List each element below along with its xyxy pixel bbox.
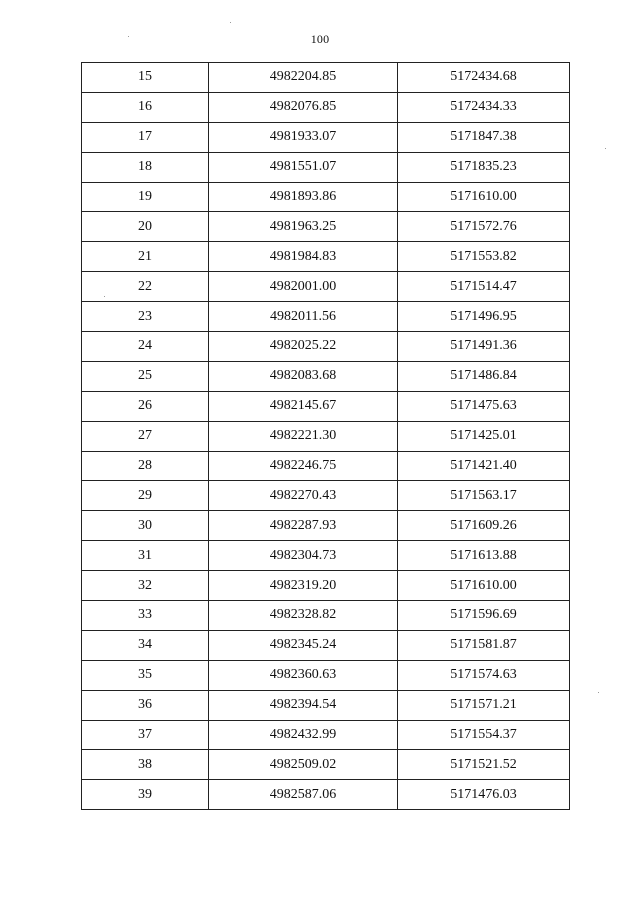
table-row: [82, 481, 570, 511]
table-row: [82, 391, 570, 421]
y-coordinate-cell: 5171514.47: [398, 272, 570, 302]
point-number-cell: 22: [82, 272, 209, 302]
point-number-cell: 32: [82, 571, 209, 601]
x-coordinate-cell: 4981933.07: [209, 122, 398, 152]
x-coordinate-cell: 4981893.86: [209, 182, 398, 212]
x-coordinate-cell: 4982345.24: [209, 630, 398, 660]
point-number-cell: 18: [82, 152, 209, 182]
table-row: [82, 660, 570, 690]
scan-speck: [598, 692, 599, 693]
y-coordinate-cell: 5171476.03: [398, 780, 570, 810]
x-coordinate-cell: 4982394.54: [209, 690, 398, 720]
x-coordinate-cell: 4982270.43: [209, 481, 398, 511]
table-row: [82, 571, 570, 601]
table-row: [82, 92, 570, 122]
point-number-cell: 39: [82, 780, 209, 810]
table-row: [82, 750, 570, 780]
x-coordinate-cell: 4982011.56: [209, 302, 398, 332]
point-number-cell: 17: [82, 122, 209, 152]
y-coordinate-cell: 5171610.00: [398, 571, 570, 601]
y-coordinate-cell: 5171596.69: [398, 601, 570, 631]
scan-speck: [128, 36, 129, 37]
y-coordinate-cell: 5171425.01: [398, 421, 570, 451]
point-number-cell: 27: [82, 421, 209, 451]
x-coordinate-cell: 4982246.75: [209, 451, 398, 481]
y-coordinate-cell: 5171486.84: [398, 361, 570, 391]
x-coordinate-cell: 4982025.22: [209, 332, 398, 362]
y-coordinate-cell: 5171554.37: [398, 720, 570, 750]
table-row: [82, 272, 570, 302]
table-row: [82, 242, 570, 272]
table-row: [82, 601, 570, 631]
table-row: [82, 451, 570, 481]
y-coordinate-cell: 5171563.17: [398, 481, 570, 511]
table-row: [82, 541, 570, 571]
x-coordinate-cell: 4982509.02: [209, 750, 398, 780]
table-row: [82, 690, 570, 720]
x-coordinate-cell: 4982145.67: [209, 391, 398, 421]
y-coordinate-cell: 5171610.00: [398, 182, 570, 212]
x-coordinate-cell: 4982360.63: [209, 660, 398, 690]
point-number-cell: 38: [82, 750, 209, 780]
table-row: [82, 152, 570, 182]
x-coordinate-cell: 4982083.68: [209, 361, 398, 391]
y-coordinate-cell: 5171574.63: [398, 660, 570, 690]
page-number: 100: [310, 32, 330, 46]
y-coordinate-cell: 5171571.21: [398, 690, 570, 720]
point-number-cell: 36: [82, 690, 209, 720]
y-coordinate-cell: 5171572.76: [398, 212, 570, 242]
x-coordinate-cell: 4982287.93: [209, 511, 398, 541]
coordinates-table: [81, 62, 570, 810]
point-number-cell: 15: [82, 63, 209, 93]
x-coordinate-cell: 4982328.82: [209, 601, 398, 631]
y-coordinate-cell: 5172434.68: [398, 63, 570, 93]
point-number-cell: 28: [82, 451, 209, 481]
x-coordinate-cell: 4982221.30: [209, 421, 398, 451]
coordinates-table-body: [82, 63, 570, 810]
point-number-cell: 33: [82, 601, 209, 631]
y-coordinate-cell: 5171475.63: [398, 391, 570, 421]
x-coordinate-cell: 4982319.20: [209, 571, 398, 601]
y-coordinate-cell: 5171491.36: [398, 332, 570, 362]
x-coordinate-cell: 4982204.85: [209, 63, 398, 93]
point-number-cell: 16: [82, 92, 209, 122]
point-number-cell: 29: [82, 481, 209, 511]
table-row: [82, 511, 570, 541]
y-coordinate-cell: 5171835.23: [398, 152, 570, 182]
point-number-cell: 34: [82, 630, 209, 660]
y-coordinate-cell: 5171609.26: [398, 511, 570, 541]
x-coordinate-cell: 4982432.99: [209, 720, 398, 750]
point-number-cell: 21: [82, 242, 209, 272]
point-number-cell: 26: [82, 391, 209, 421]
point-number-cell: 24: [82, 332, 209, 362]
scan-speck: [605, 148, 606, 149]
x-coordinate-cell: 4982001.00: [209, 272, 398, 302]
y-coordinate-cell: 5171496.95: [398, 302, 570, 332]
table-row: [82, 361, 570, 391]
x-coordinate-cell: 4982587.06: [209, 780, 398, 810]
x-coordinate-cell: 4981984.83: [209, 242, 398, 272]
scan-speck: [104, 296, 105, 297]
y-coordinate-cell: 5171613.88: [398, 541, 570, 571]
y-coordinate-cell: 5171521.52: [398, 750, 570, 780]
point-number-cell: 31: [82, 541, 209, 571]
table-row: [82, 421, 570, 451]
table-row: [82, 780, 570, 810]
x-coordinate-cell: 4981963.25: [209, 212, 398, 242]
table-row: [82, 302, 570, 332]
y-coordinate-cell: 5171581.87: [398, 630, 570, 660]
y-coordinate-cell: 5171421.40: [398, 451, 570, 481]
y-coordinate-cell: 5171847.38: [398, 122, 570, 152]
x-coordinate-cell: 4981551.07: [209, 152, 398, 182]
y-coordinate-cell: 5171553.82: [398, 242, 570, 272]
table-row: [82, 212, 570, 242]
table-row: [82, 332, 570, 362]
table-row: [82, 182, 570, 212]
point-number-cell: 35: [82, 660, 209, 690]
point-number-cell: 30: [82, 511, 209, 541]
point-number-cell: 19: [82, 182, 209, 212]
table-row: [82, 720, 570, 750]
scan-speck: [230, 22, 231, 23]
point-number-cell: 37: [82, 720, 209, 750]
x-coordinate-cell: 4982304.73: [209, 541, 398, 571]
table-row: [82, 630, 570, 660]
x-coordinate-cell: 4982076.85: [209, 92, 398, 122]
point-number-cell: 25: [82, 361, 209, 391]
point-number-cell: 20: [82, 212, 209, 242]
table-row: [82, 122, 570, 152]
table-row: [82, 63, 570, 93]
point-number-cell: 23: [82, 302, 209, 332]
y-coordinate-cell: 5172434.33: [398, 92, 570, 122]
